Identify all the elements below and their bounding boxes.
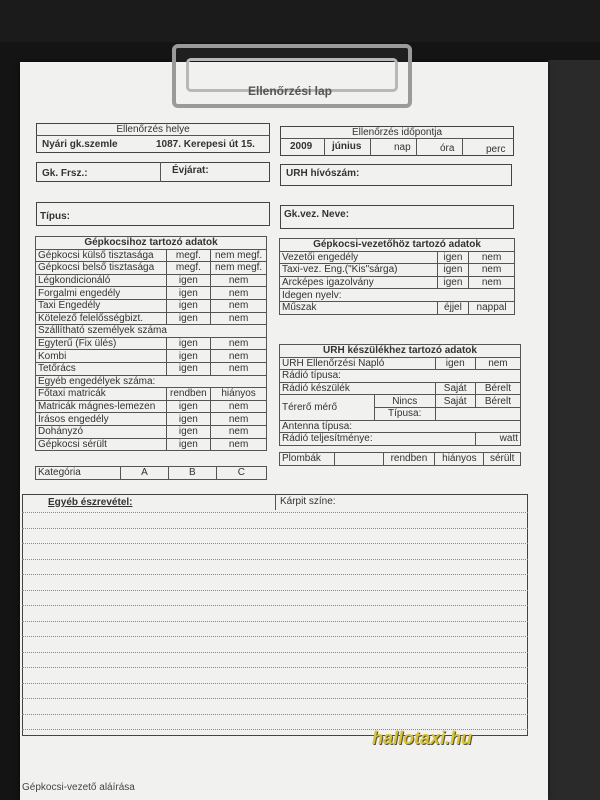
table-row (36, 350, 267, 363)
table-row (280, 301, 515, 314)
table-row (280, 453, 521, 466)
plate-label: Gk. Frsz.: (42, 168, 88, 179)
power-unit: watt (475, 433, 520, 446)
row-label: Gépkocsi külső tisztasága (36, 249, 167, 262)
option-b: nem (211, 274, 267, 287)
vehicle-data-table (35, 236, 267, 451)
option-a: igen (437, 251, 468, 264)
option-a: igen (437, 264, 468, 277)
meter-own: Saját (435, 395, 475, 408)
row-label: Írásos engedély (36, 413, 167, 426)
shift-a: éjjel (437, 301, 468, 314)
option-a: igen (166, 438, 211, 451)
notes-label: Egyéb észrevétel: (48, 497, 133, 508)
table-row (280, 382, 521, 395)
category-b: B (168, 467, 216, 480)
option-b: nem (469, 276, 515, 289)
option-a: rendben (166, 388, 211, 401)
option-b: nem (211, 362, 267, 375)
option-b: nem (211, 337, 267, 350)
language-label: Idegen nyelv: (280, 289, 515, 302)
power-label: Rádió teljesítménye: (280, 433, 476, 446)
radio-rented: Bérelt (475, 382, 520, 395)
urh-callsign-label: URH hívószám: (286, 168, 360, 179)
meter-none: Nincs (374, 395, 435, 408)
row-label: Gépkocsi sérült (36, 438, 167, 451)
option-a: igen (166, 312, 211, 325)
option-a: igen (166, 350, 211, 363)
table-row (36, 299, 267, 312)
shift-label: Műszak (280, 301, 438, 314)
category-a: A (121, 467, 169, 480)
seal-table (279, 452, 521, 466)
option-b: nem (211, 413, 267, 426)
form-title: Ellenőrzési lap (247, 84, 333, 98)
row-label: Taxi-vez. Eng.("Kis"sárga) (280, 264, 438, 277)
check-time-year: 2009 (290, 141, 313, 152)
table-row (280, 276, 515, 289)
row-label: Vezetői engedély (280, 251, 438, 264)
row-label: Arcképes igazolvány (280, 276, 438, 289)
check-place-event: Nyári gk.szemle (42, 139, 118, 150)
meter-rented: Bérelt (475, 395, 520, 408)
meter-type-value (435, 407, 520, 420)
clipboard-clip (172, 44, 412, 108)
watermark: hallotaxi.hu (372, 728, 473, 748)
row-label: Taxi Engedély (36, 299, 167, 312)
row-label: Kombi (36, 350, 167, 363)
row-label: Légkondicionáló (36, 274, 167, 287)
seal-blank (334, 453, 383, 466)
vehicle-data-header: Gépkocsihoz tartozó adatok (36, 237, 267, 250)
table-row (36, 388, 267, 401)
seats-header: Szállítható személyek száma (36, 325, 267, 338)
option-b: nem (211, 400, 267, 413)
option-a: igen (166, 337, 211, 350)
row-label: Forgalmi engedély (36, 287, 167, 300)
radio-own: Saját (435, 382, 475, 395)
option-b: nem (211, 299, 267, 312)
row-label: Egyterű (Fix ülés) (36, 337, 167, 350)
option-a: igen (166, 425, 211, 438)
table-row (36, 337, 267, 350)
option-b: nem (469, 264, 515, 277)
option-b: hiányos (211, 388, 267, 401)
table-row (280, 264, 515, 277)
driver-name-label: Gk.vez. Neve: (284, 209, 350, 220)
meter-type-label: Típusa: (374, 407, 435, 420)
row-label: Tetőrács (36, 362, 167, 375)
row-label: Matricák mágnes-lemezen (36, 400, 167, 413)
option-b: nem megf. (211, 249, 267, 262)
row-label: Dohányzó (36, 425, 167, 438)
row-label: Gépkocsi belső tisztasága (36, 262, 167, 275)
shift-b: nappal (469, 301, 515, 314)
table-row (36, 413, 267, 426)
category-label: Kategória (36, 467, 121, 480)
footer-signature-label: Gépkocsi-vezető aláírása (22, 782, 135, 793)
radio-device-label: Rádió készülék (280, 382, 436, 395)
urh-log-b: nem (475, 357, 520, 370)
check-place-address: 1087. Kerepesi út 15. (156, 139, 255, 150)
check-time-minute: perc (486, 144, 506, 155)
table-row (36, 438, 267, 451)
option-b: nem (211, 350, 267, 363)
meter-label: Térerő mérő (280, 395, 375, 420)
table-row (36, 262, 267, 275)
option-b: nem (211, 287, 267, 300)
year-label: Évjárat: (172, 165, 209, 176)
seal-label: Plombák (280, 453, 335, 466)
check-place-header: Ellenőrzés helye (116, 124, 190, 135)
check-time-month: június (332, 141, 362, 152)
option-a: igen (166, 400, 211, 413)
check-time-header: Ellenőrzés időpontja (351, 127, 443, 138)
option-b: nem (211, 438, 267, 451)
option-a: igen (437, 276, 468, 289)
urh-data-header: URH készülékhez tartozó adatok (280, 345, 521, 358)
driver-data-header: Gépkocsi-vezetőhöz tartozó adatok (280, 239, 515, 252)
option-b: nem (211, 425, 267, 438)
row-label: Kötelező felelősségbizt. (36, 312, 167, 325)
antenna-label: Antenna típusa: (280, 420, 521, 433)
table-row (280, 395, 521, 408)
table-row (280, 357, 521, 370)
row-label: Főtaxi matricák (36, 388, 167, 401)
table-row (36, 425, 267, 438)
seal-ok: rendben (383, 453, 435, 466)
seal-damaged: sérült (484, 453, 521, 466)
notes-lines (22, 512, 528, 732)
urh-data-table (279, 344, 521, 446)
urh-log-a: igen (435, 357, 475, 370)
type-box (36, 202, 270, 226)
upholstery-label: Kárpit színe: (280, 496, 336, 507)
table-row (280, 251, 515, 264)
check-time-day: nap (394, 142, 411, 153)
category-c: C (216, 467, 266, 480)
option-a: igen (166, 299, 211, 312)
option-a: megf. (166, 249, 211, 262)
table-row (36, 287, 267, 300)
option-a: igen (166, 274, 211, 287)
type-label: Típus: (40, 211, 70, 222)
option-a: igen (166, 287, 211, 300)
table-row (36, 249, 267, 262)
check-time-hour: óra (440, 143, 455, 154)
option-a: igen (166, 413, 211, 426)
other-permits-header: Egyéb engedélyek száma: (36, 375, 267, 388)
background-object (548, 60, 600, 800)
driver-data-table (279, 238, 515, 315)
category-table (35, 466, 267, 480)
table-row (36, 400, 267, 413)
radio-type-label: Rádió típusa: (280, 370, 521, 383)
option-b: nem (469, 251, 515, 264)
table-row (36, 274, 267, 287)
option-a: megf. (166, 262, 211, 275)
seal-missing: hiányos (435, 453, 484, 466)
table-row (36, 312, 267, 325)
table-row (36, 362, 267, 375)
option-b: nem megf. (211, 262, 267, 275)
option-a: igen (166, 362, 211, 375)
urh-log-label: URH Ellenőrzési Napló (280, 357, 436, 370)
option-b: nem (211, 312, 267, 325)
